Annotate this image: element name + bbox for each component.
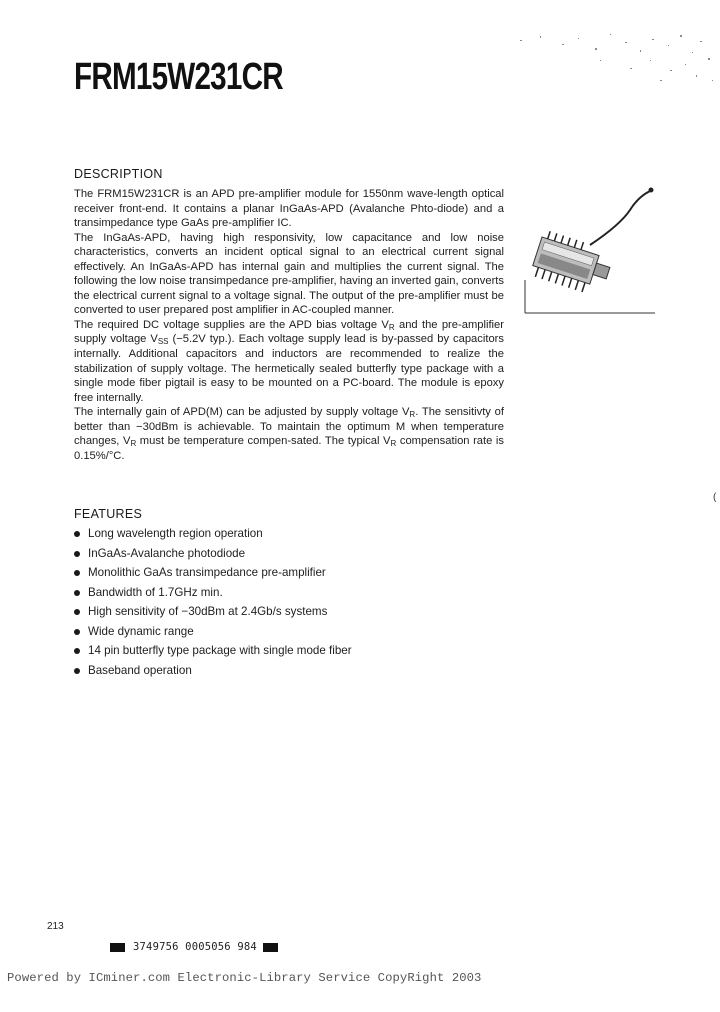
description-paragraph-3: The required DC voltage supplies are the APD bias voltage $V_R$ and the pre-amplifier supply voltage $V_{SS}$ (−5.2V typ.). Each voltage supply lead is by-passed by capacitors internally. Additional capacitors and inductors are recommended to realize the stabilization of supply voltage. The hermetically sealed butterfly type package with a single mode fiber pigtail is easy to be mounted on a PC-board. The module is epoxy free internally. [74,318,504,404]
features-heading: FEATURES [74,507,143,521]
description-paragraph-2: The InGaAs-APD, having high responsivity, low capacitance and low noise characteristics, converts an incident optical signal to an electrical current signal effectively. An InGaAs-APD has internal gain and multiplies the current signal. The following the low noise transimpedance pre-amplifier, having an inverted gain, converts the electrical current signal to a voltage signal. The output of the pre-amplifier must be converted to user prepared post amplifier in AC-coupled manner. [74,231,504,317]
feature-item: Bandwidth of 1.7GHz min. [74,585,352,605]
feature-item: Long wavelength region operation [74,526,352,546]
feature-item: Wide dynamic range [74,624,352,644]
barcode-block-icon [110,943,125,952]
description-paragraph-1: The FRM15W231CR is an APD pre-amplifier module for 1550nm wave-length optical receiver front-end. It contains a planar InGaAs-APD (Avalanche Phto-diode) and a transimpedance type GaAs pre-amplifier IC. [74,188,504,230]
bullet-icon [74,629,80,635]
module-photo [520,185,660,320]
feature-item: Monolithic GaAs transimpedance pre-amplifier [74,565,352,585]
bullet-icon [74,648,80,654]
features-list [74,526,352,682]
document-title: FRM15W231CR [74,56,283,98]
bullet-icon [74,609,80,615]
margin-mark: ( [713,492,717,503]
bullet-icon [74,570,80,576]
barcode-row [110,937,278,957]
bullet-icon [74,590,80,596]
bullet-icon [74,668,80,674]
description-paragraph-4: The internally gain of APD(M) can be adjusted by supply voltage $V_R$. The sensitivty of better than −30dBm is achievable. To maintain the optimum M when temperature changes, $V_R$ must be temperature compen-sated. The typical $V_R$ compensation rate is 0.15%/°C. [74,406,505,462]
description-heading: DESCRIPTION [74,167,163,181]
page-number: 213 [47,921,64,932]
feature-item: InGaAs-Avalanche photodiode [74,546,352,566]
description-text [74,187,504,463]
scan-noise [500,30,720,90]
footer-credit: Powered by ICminer.com Electronic-Library Service CopyRight 2003 [7,971,482,985]
barcode-block-icon [263,943,278,952]
bullet-icon [74,551,80,557]
feature-item: 14 pin butterfly type package with single mode fiber [74,643,352,663]
bullet-icon [74,531,80,537]
feature-item: High sensitivity of −30dBm at 2.4Gb/s systems [74,604,352,624]
feature-item: Baseband operation [74,663,352,683]
barcode-text: 3749756 0005056 984 [133,941,257,953]
